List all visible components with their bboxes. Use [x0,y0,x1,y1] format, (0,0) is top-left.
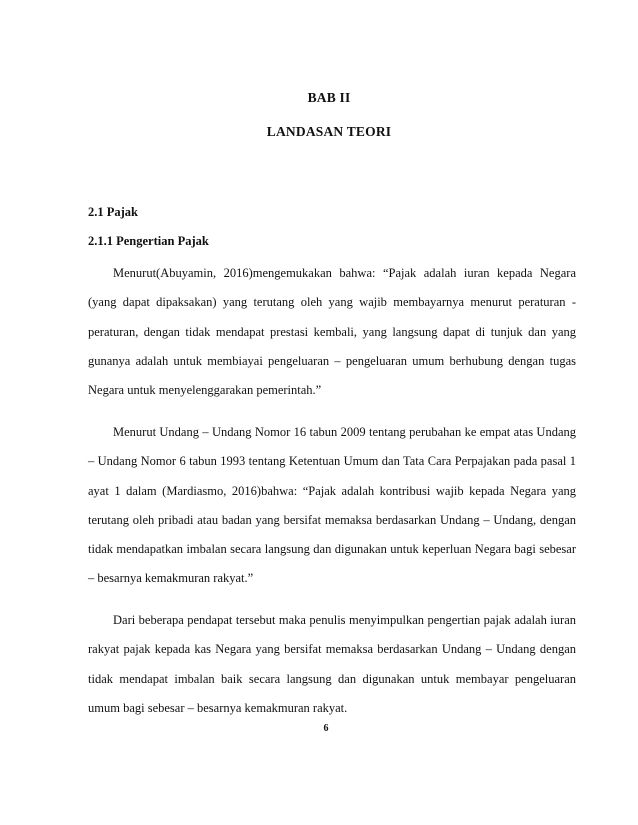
subsection-heading: 2.1.1 Pengertian Pajak [88,234,209,248]
page-number: 6 [323,723,329,734]
paragraph-definition-undang-undang: Menurut Undang – Undang Nomor 16 tabun 2009 tentang perubahan ke empat atas Undang – Undang Nomor 6 tabun 1993 tentang Ketentuan Umum dan Tata Cara Perpajakan pada pasal 1 ayat 1 dalam (Mardiasmo, 2016)bahwa: “Pajak adalah kontribusi wajib kepada Negara yang terutang oleh pribadi atau badan yang bersifat memaksa berdasarkan Undang – Undang, dengan tidak mendapatkan imbalan secara langsung dan digunakan untuk keperluan Negara bagi sebesar – besarnya kemakmuran rakyat.” [88,425,576,586]
chapter-number: BAB II [307,90,351,105]
chapter-title: LANDASAN TEORI [266,124,392,139]
paragraph-conclusion: Dari beberapa pendapat tersebut maka penulis menyimpulkan pengertian pajak adalah iuran rakyat pajak kepada kas Negara yang bersifat memaksa berdasarkan Undang – Undang dengan tidak mendapat imbalan baik secara langsung dan digunakan untuk membayar pengeluaran umum bagi sebesar – besarnya kemakmuran rakyat. [88,613,576,715]
section-heading: 2.1 Pajak [88,205,138,219]
paragraph-definition-abuyamin: Menurut(Abuyamin, 2016)mengemukakan bahwa: “Pajak adalah iuran kepada Negara (yang dapat dipaksakan) yang terutang oleh yang wajib membayarnya menurut peraturan - peraturan, dengan tidak mendapat prestasi kembali, yang langsung dapat di tunjuk dan yang gunanya adalah untuk membiayai pengeluaran – pengeluaran umum berhubung dengan tugas Negara untuk menyelenggarakan pemerintah.” [88,266,576,398]
